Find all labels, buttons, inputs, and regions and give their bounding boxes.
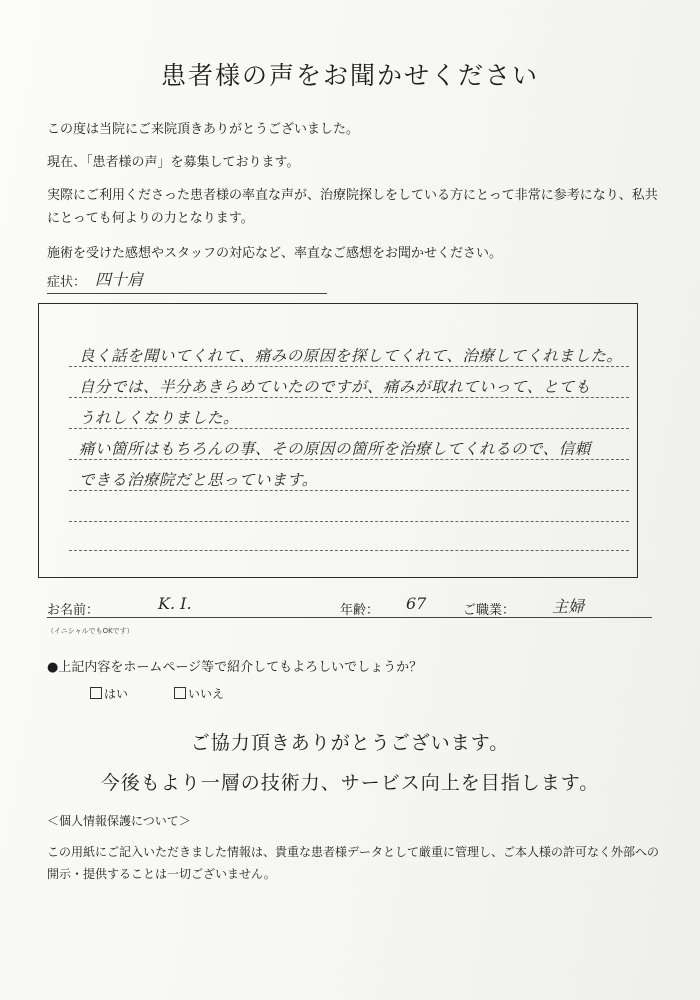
comment-line-1: 良く話を聞いてくれて、痛みの原因を探してくれて、治療してくれました。 <box>79 347 623 365</box>
initial-note: （イニシャルでもOKです） <box>47 627 134 635</box>
symptom-label: 症状： <box>47 275 87 290</box>
comment-rule <box>69 521 629 522</box>
intro-line-4: 施術を受けた感想やスタッフの対応など、率直なご感想をお聞かせください。 <box>47 246 503 261</box>
consent-no-checkbox[interactable] <box>174 685 224 702</box>
comment-line-3: うれしくなりました。 <box>79 409 240 427</box>
symptom-underline <box>47 293 327 294</box>
comment-line-5: できる治療院だと思っています。 <box>79 471 318 489</box>
symptom-value: 四十肩 <box>95 270 144 289</box>
name-value: K. I. <box>158 594 192 613</box>
consent-question: ●上記内容をホームページ等で紹介してもよろしいでしょうか？ <box>47 660 423 675</box>
comment-rule <box>69 366 629 367</box>
privacy-body: この用紙にご記入いただきました情報は、貴重な患者様データとして厳重に管理し、ご本人様の許可なく外部への開示・提供することは一切ございません。 <box>47 845 660 881</box>
occupation-value: 主婦 <box>552 597 585 616</box>
intro-line-1: この度は当院にご来院頂きありがとうございました。 <box>47 122 360 137</box>
intro-line-3: 実際にご利用くださった患者様の率直な声が、治療院探しをしている方にとって非常に参考になり、私共にとっても何よりの力となります。 <box>47 188 658 226</box>
comment-rule <box>69 459 629 460</box>
checkbox-square-icon <box>90 687 102 699</box>
age-value: 67 <box>406 594 427 613</box>
comment-rule <box>69 490 629 491</box>
goal-message: 今後もより一層の技術力、サービス向上を目指します。 <box>100 772 600 794</box>
comment-rule <box>69 397 629 398</box>
profile-underline <box>47 617 652 618</box>
age-label: 年齢： <box>340 603 380 618</box>
form-title: 患者様の声をお聞かせください <box>160 61 539 90</box>
comment-rule <box>69 550 629 551</box>
consent-no-label: いいえ <box>188 687 225 701</box>
intro-line-2: 現在、「患者様の声」を募集しております。 <box>47 155 300 170</box>
consent-yes-label: はい <box>104 687 129 701</box>
privacy-heading: ＜個人情報保護について＞ <box>47 814 191 828</box>
comment-line-2: 自分では、半分あきらめていたのですが、痛みが取れていって、とても <box>79 378 591 396</box>
comment-line-4: 痛い箇所はもちろんの事、その原因の箇所を治療してくれるので、信頼 <box>79 440 591 458</box>
name-label: お名前： <box>47 603 100 618</box>
comment-rule <box>69 428 629 429</box>
comment-box <box>38 303 638 578</box>
thanks-message: ご協力頂きありがとうございます。 <box>190 732 510 754</box>
checkbox-square-icon <box>174 687 186 699</box>
occupation-label: ご職業： <box>463 603 516 618</box>
consent-yes-checkbox[interactable] <box>90 685 128 702</box>
